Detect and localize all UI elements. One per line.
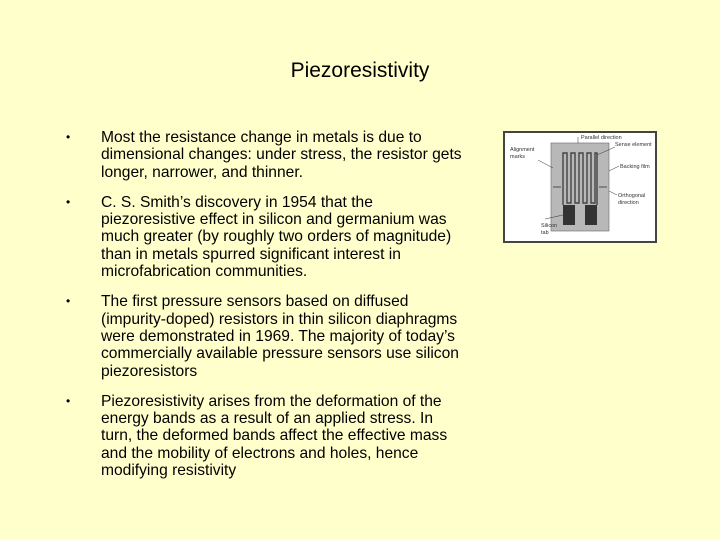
bullet-text: Most the resistance change in metals is due to dimensional changes: under stress, the resistor gets longer, narrower, and thinner. — [101, 129, 462, 181]
bullet-text: C. S. Smith’s discovery in 1954 that the piezoresistive effect in silicon and germanium was much greater (by roughly two orders of magnitude) than in metals spurred significant interest in microfabrication communities. — [101, 193, 452, 281]
bullet-list — [66, 129, 466, 492]
bullet-text: Piezoresistivity arises from the deformation of the energy bands as a result of an applied stress. In turn, the deformed bands affect the effective mass and the mobility of electrons and holes, hence modifying resistivity — [101, 392, 448, 480]
label-parallel: Parallel direction — [581, 135, 622, 141]
bullet-text: The first pressure sensors based on diffused (impurity-doped) resistors in thin silicon diaphragms were demonstrated in 1969. The majority of today’s commercially available pressure sensors use silicon piezoresistors — [101, 293, 459, 380]
bullet-item — [66, 393, 466, 479]
label-sense: Sense element — [615, 142, 652, 148]
label-ortho-2: direction — [618, 200, 639, 206]
bullet-item — [66, 129, 466, 181]
backing-leader — [609, 166, 619, 171]
bullet-marker: • — [66, 294, 71, 309]
ortho-arrow — [609, 191, 617, 195]
bullet-marker: • — [66, 194, 71, 209]
label-ortho: Orthogonal — [618, 193, 646, 199]
label-alignment-2: marks — [510, 154, 525, 160]
slide-title: Piezoresistivity — [290, 59, 430, 82]
bullet-item — [66, 293, 466, 379]
bullet-marker: • — [66, 130, 71, 144]
bullet-item — [66, 194, 466, 280]
label-silicon-2: tab — [541, 230, 549, 236]
label-alignment: Alignment — [510, 147, 535, 153]
strain-gauge-figure — [503, 131, 657, 243]
bullet-marker: • — [66, 393, 71, 408]
label-backing: Backing film — [620, 164, 650, 170]
silicon-tab-right — [585, 205, 597, 225]
silicon-tab-left — [563, 205, 575, 225]
label-silicon: Silicon — [541, 223, 558, 229]
strain-gauge-diagram — [505, 133, 655, 241]
